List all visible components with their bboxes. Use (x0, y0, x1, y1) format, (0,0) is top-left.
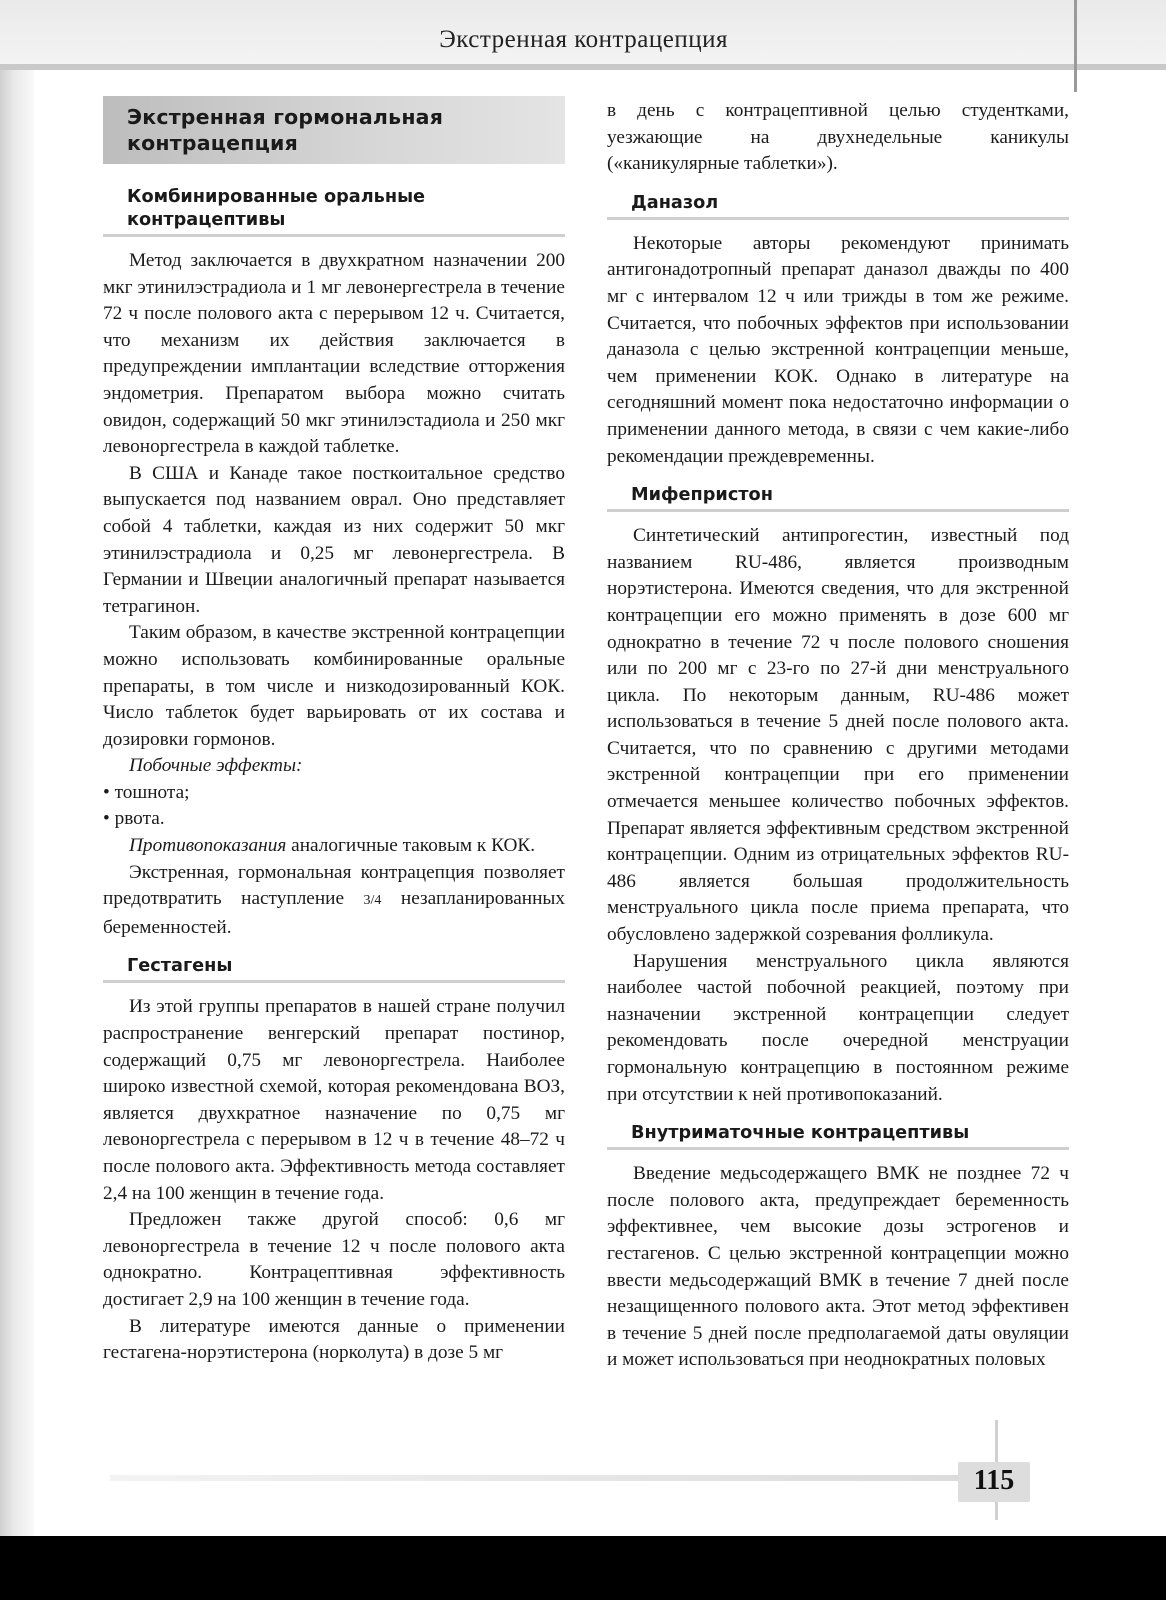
side-effect-item-vomiting: • рвота. (103, 808, 165, 830)
section-title-koc (103, 186, 565, 237)
section-title-koc-line-2: контрацептивы (127, 210, 286, 230)
contraindications-paragraph (103, 833, 565, 860)
koc-paragraph-5-start: Экстренная, гормональная контрацепция позволяет предотвратить наступление (103, 861, 565, 910)
contraindications-label: Противопоказания (129, 835, 287, 857)
section-title-koc-line-1: Комбинированные оральные (127, 187, 426, 207)
left-column (103, 96, 565, 1367)
koc-paragraph-5-end: незапланированных беременностей. (103, 888, 565, 938)
running-header-title: Экстренная контрацепция (439, 26, 728, 53)
gestagens-paragraph-2: Предложен также другой способ: 0,6 мг левоноргестрела в течение 12 ч после полового акта однократно. Контрацептивная эффективность достигает 2,9 на 100 женщин в течение года. (103, 1209, 565, 1310)
side-effects-label: Побочные эффекты: (129, 755, 303, 777)
koc-paragraph-5 (103, 860, 565, 942)
section-title-gestagens: Гестагены (103, 955, 565, 983)
right-column (607, 98, 1069, 1374)
main-heading-line-2: контрацепция (127, 131, 298, 155)
main-heading-box (103, 96, 565, 164)
scan-bottom-band (0, 1536, 1166, 1600)
iud-paragraph-1: Введение медьсодержащего ВМК не позднее 72 ч после полового акта, предупреждает беременность эффективнее, чем высокие дозы эстрогенов и гестагенов. С целью экстренной контрацепции можно ввести медьсодержащий ВМК в течение 7 дней после незащищенного полового акта. Этот метод эффективен в течение 5 дней после предполагаемой даты овуляции и может использоваться при неоднократных половых (607, 1163, 1069, 1371)
koc-paragraph-1: Метод заключается в двухкратном назначении 200 мкг этинилэстрадиола и 1 мг левонергестрела в течение 72 ч после полового акта с перерывом 12 ч. Считается, что механизм их действия заключается в предупреждении имплантации вследствие отторжения эндометрия. Препаратом выбора можно считать овидон, содержащий 50 мкг этинилэстадиола и 250 мкг левоноргестрела в каждой таблетке. (103, 250, 565, 458)
section-title-mifepristone: Мифепристон (607, 484, 1069, 512)
gestagens-paragraph-3: В литературе имеются данные о применении гестагена-норэтистерона (норколута) в дозе 5 мг (103, 1315, 565, 1364)
danazol-paragraph-1: Некоторые авторы рекомендуют принимать антигонадотропный препарат даназол дважды по 400 мг с интервалом 12 ч или трижды в том же режиме. Считается, что побочных эффектов при использовании даназола с целью экстренной контрацепции меньше, чем применении КОК. Однако в литературе на сегодняшний момент пока недостаточно информации о применении данного метода, в связи с чем какие-либо рекомендации преждевременны. (607, 232, 1069, 467)
side-effect-item-nausea: • тошнота; (103, 781, 190, 803)
scan-left-edge (0, 0, 34, 1600)
header-crop-mark (1074, 0, 1077, 92)
section-title-danazol: Даназол (607, 192, 1069, 220)
fraction-three-quarters: 3/4 (363, 893, 382, 909)
header-rule (0, 64, 1166, 70)
mifepristone-paragraph-2: Нарушения менструального цикла являются наиболее частой побочной реакцией, поэтому при назначении экстренной контрацепции следует рекомендовать после очередной менструации гормональную контрацепцию в постоянном режиме при отсутствии к ней противопоказаний. (607, 950, 1069, 1105)
main-heading-line-1: Экстренная гормональная (127, 105, 444, 129)
section-title-iud: Внутриматочные контрацептивы (607, 1122, 1069, 1150)
page-number: 115 (973, 1465, 1015, 1496)
koc-paragraph-2: В США и Канаде такое посткоитальное средство выпускается под названием оврал. Оно представляет собой 4 таблетки, каждая из них содержит 50 мкг этинилэстрадиола и 0,25 мг левонергестрела. В Германии и Швеции аналогичный препарат называется тетрагинон. (103, 462, 565, 617)
footer-rule (110, 1475, 960, 1481)
mifepristone-paragraph-1: Синтетический антипрогестин, известный под названием RU-486, является производным норэтистерона. Имеются сведения, что для экстренной контрацепции его можно применять в дозе 600 мг однократно в течение 72 ч после полового сношения или по 200 мг с 23-го по 27-й дни менструального цикла. По некоторым данным, RU-486 может использоваться в течение 5 дней после полового акта. Считается, что по сравнению с другими методами экстренной контрацепции при его применении отмечается меньшее количество побочных эффектов. Препарат является эффективным средством экстренной контрацепции. Одним из отрицательных эффектов RU-486 является большая продолжительность менструального цикла после приема препарата, что обусловлено задержкой созревания фолликула. (607, 525, 1069, 946)
koc-paragraph-3: Таким образом, в качестве экстренной контрацепции можно использовать комбинированные оральные препараты, в том числе и низкодозированный КОК. Число таблеток будет варьировать от их состава и дозировки гормонов. (103, 622, 565, 750)
continuation-paragraph: в день с контрацептивной целью студентками, уезжающие на двухнедельные каникулы («каникулярные таблетки»). (607, 100, 1069, 175)
contraindications-text: аналогичные таковым к КОК. (286, 835, 536, 857)
gestagens-paragraph-1: Из этой группы препаратов в нашей стране получил распространение венгерский препарат постинор, содержащий 0,75 мг левоноргестрела. Наиболее широко известной схемой, которая рекомендована ВОЗ, является двухкратное назначение по 0,75 мг левоноргестрела с перерывом в 12 ч в течение 48–72 ч после полового акта. Эффективность метода составляет 2,4 на 100 женщин в течение года. (103, 996, 565, 1204)
